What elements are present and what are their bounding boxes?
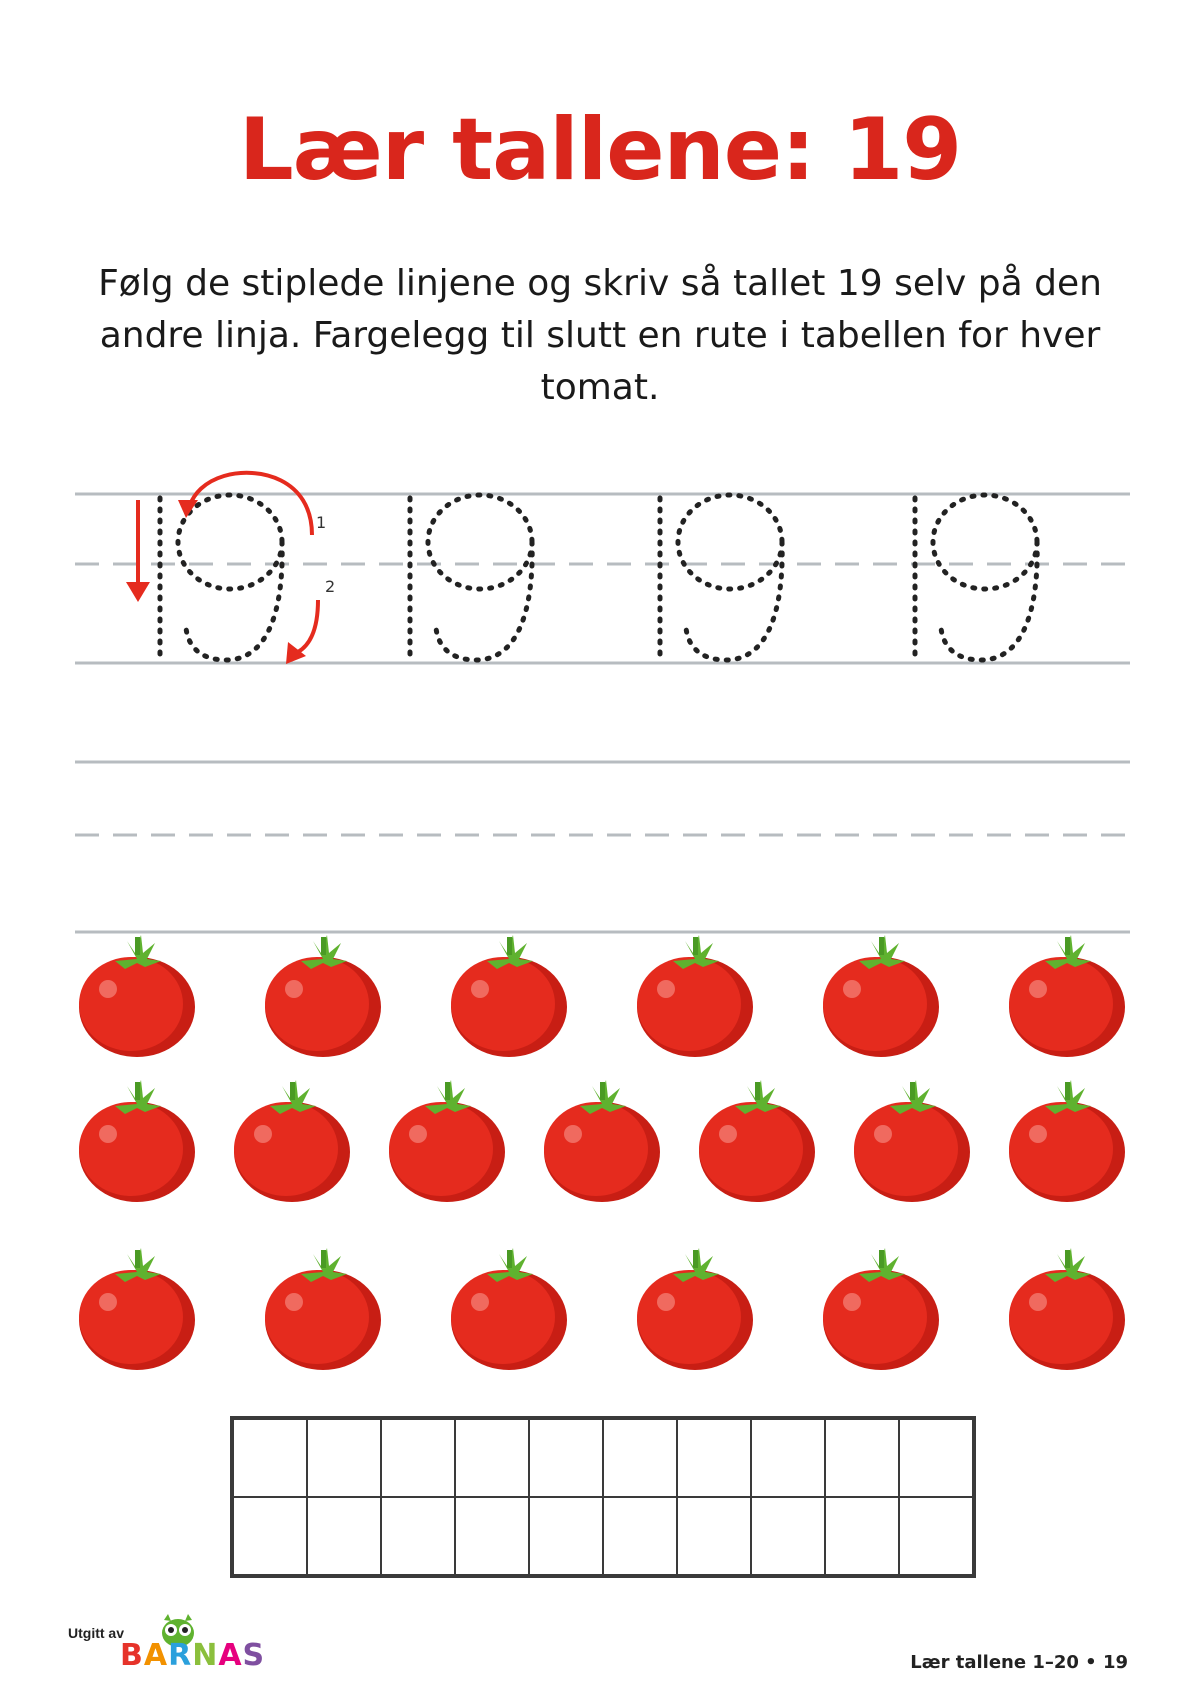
table-cell[interactable] bbox=[825, 1419, 899, 1497]
table-cell[interactable] bbox=[677, 1497, 751, 1575]
publisher-logo bbox=[120, 1638, 265, 1673]
table-cell[interactable] bbox=[381, 1419, 455, 1497]
dotted-number-19 bbox=[660, 495, 782, 660]
table-cell[interactable] bbox=[899, 1419, 973, 1497]
dotted-number-19 bbox=[915, 495, 1037, 660]
tomato-icon bbox=[633, 933, 757, 1057]
table-cell[interactable] bbox=[529, 1419, 603, 1497]
logo-letter: A bbox=[218, 1638, 243, 1673]
instructions-text: Følg de stiplede linjene og skriv så tallet 19 selv på den andre linja. Fargelegg til slutt en rute i tabellen for hver tomat. bbox=[98, 263, 1102, 408]
tomato-icon bbox=[447, 933, 571, 1057]
tomato-icon bbox=[1005, 1078, 1129, 1202]
table-cell[interactable] bbox=[529, 1497, 603, 1575]
tomato-icon bbox=[261, 1246, 385, 1370]
logo-letter: A bbox=[143, 1638, 169, 1673]
publisher-label: Utgitt av bbox=[68, 1625, 124, 1641]
table-cell[interactable] bbox=[381, 1497, 455, 1575]
tomato-icon bbox=[819, 933, 943, 1057]
stroke-arrow-down bbox=[126, 500, 150, 602]
tomato-icon bbox=[75, 1246, 199, 1370]
table-cell[interactable] bbox=[677, 1419, 751, 1497]
table-cell[interactable] bbox=[825, 1497, 899, 1575]
tomato-icon bbox=[75, 1078, 199, 1202]
table-cell[interactable] bbox=[455, 1497, 529, 1575]
dotted-number-19 bbox=[160, 495, 282, 660]
tomato-icon bbox=[75, 933, 199, 1057]
logo-letter: R bbox=[168, 1638, 193, 1673]
tomato-icon bbox=[633, 1246, 757, 1370]
table-cell[interactable] bbox=[899, 1497, 973, 1575]
table-cell[interactable] bbox=[751, 1419, 825, 1497]
tomato-icon bbox=[1005, 933, 1129, 1057]
logo-letter: B bbox=[120, 1638, 144, 1673]
ten-frame-table bbox=[230, 1416, 976, 1578]
stroke-number-1: 1 bbox=[316, 513, 327, 532]
tomato-icon bbox=[819, 1246, 943, 1370]
tomato-icon bbox=[850, 1078, 974, 1202]
stroke-number-2: 2 bbox=[325, 577, 336, 596]
table-cell[interactable] bbox=[307, 1497, 381, 1575]
table-cell[interactable] bbox=[233, 1497, 307, 1575]
stroke-arrow-curve-bottom bbox=[286, 600, 318, 664]
table-cell[interactable] bbox=[233, 1419, 307, 1497]
tomato-icon bbox=[447, 1246, 571, 1370]
tomato-icon bbox=[695, 1078, 819, 1202]
table-cell[interactable] bbox=[307, 1419, 381, 1497]
table-cell[interactable] bbox=[751, 1497, 825, 1575]
logo-letter: S bbox=[242, 1638, 266, 1673]
page-footer: Lær tallene 1–20 • 19 bbox=[910, 1652, 1128, 1673]
tomato-icon bbox=[1005, 1246, 1129, 1370]
tomato-icon bbox=[385, 1078, 509, 1202]
tomato-icon bbox=[540, 1078, 664, 1202]
tomato-icon bbox=[261, 933, 385, 1057]
logo-letter: N bbox=[192, 1638, 219, 1673]
table-cell[interactable] bbox=[455, 1419, 529, 1497]
dotted-number-19 bbox=[410, 495, 532, 660]
tomato-icon bbox=[230, 1078, 354, 1202]
page-title: Lær tallene: 19 bbox=[238, 100, 962, 200]
table-cell[interactable] bbox=[603, 1419, 677, 1497]
table-cell[interactable] bbox=[603, 1497, 677, 1575]
